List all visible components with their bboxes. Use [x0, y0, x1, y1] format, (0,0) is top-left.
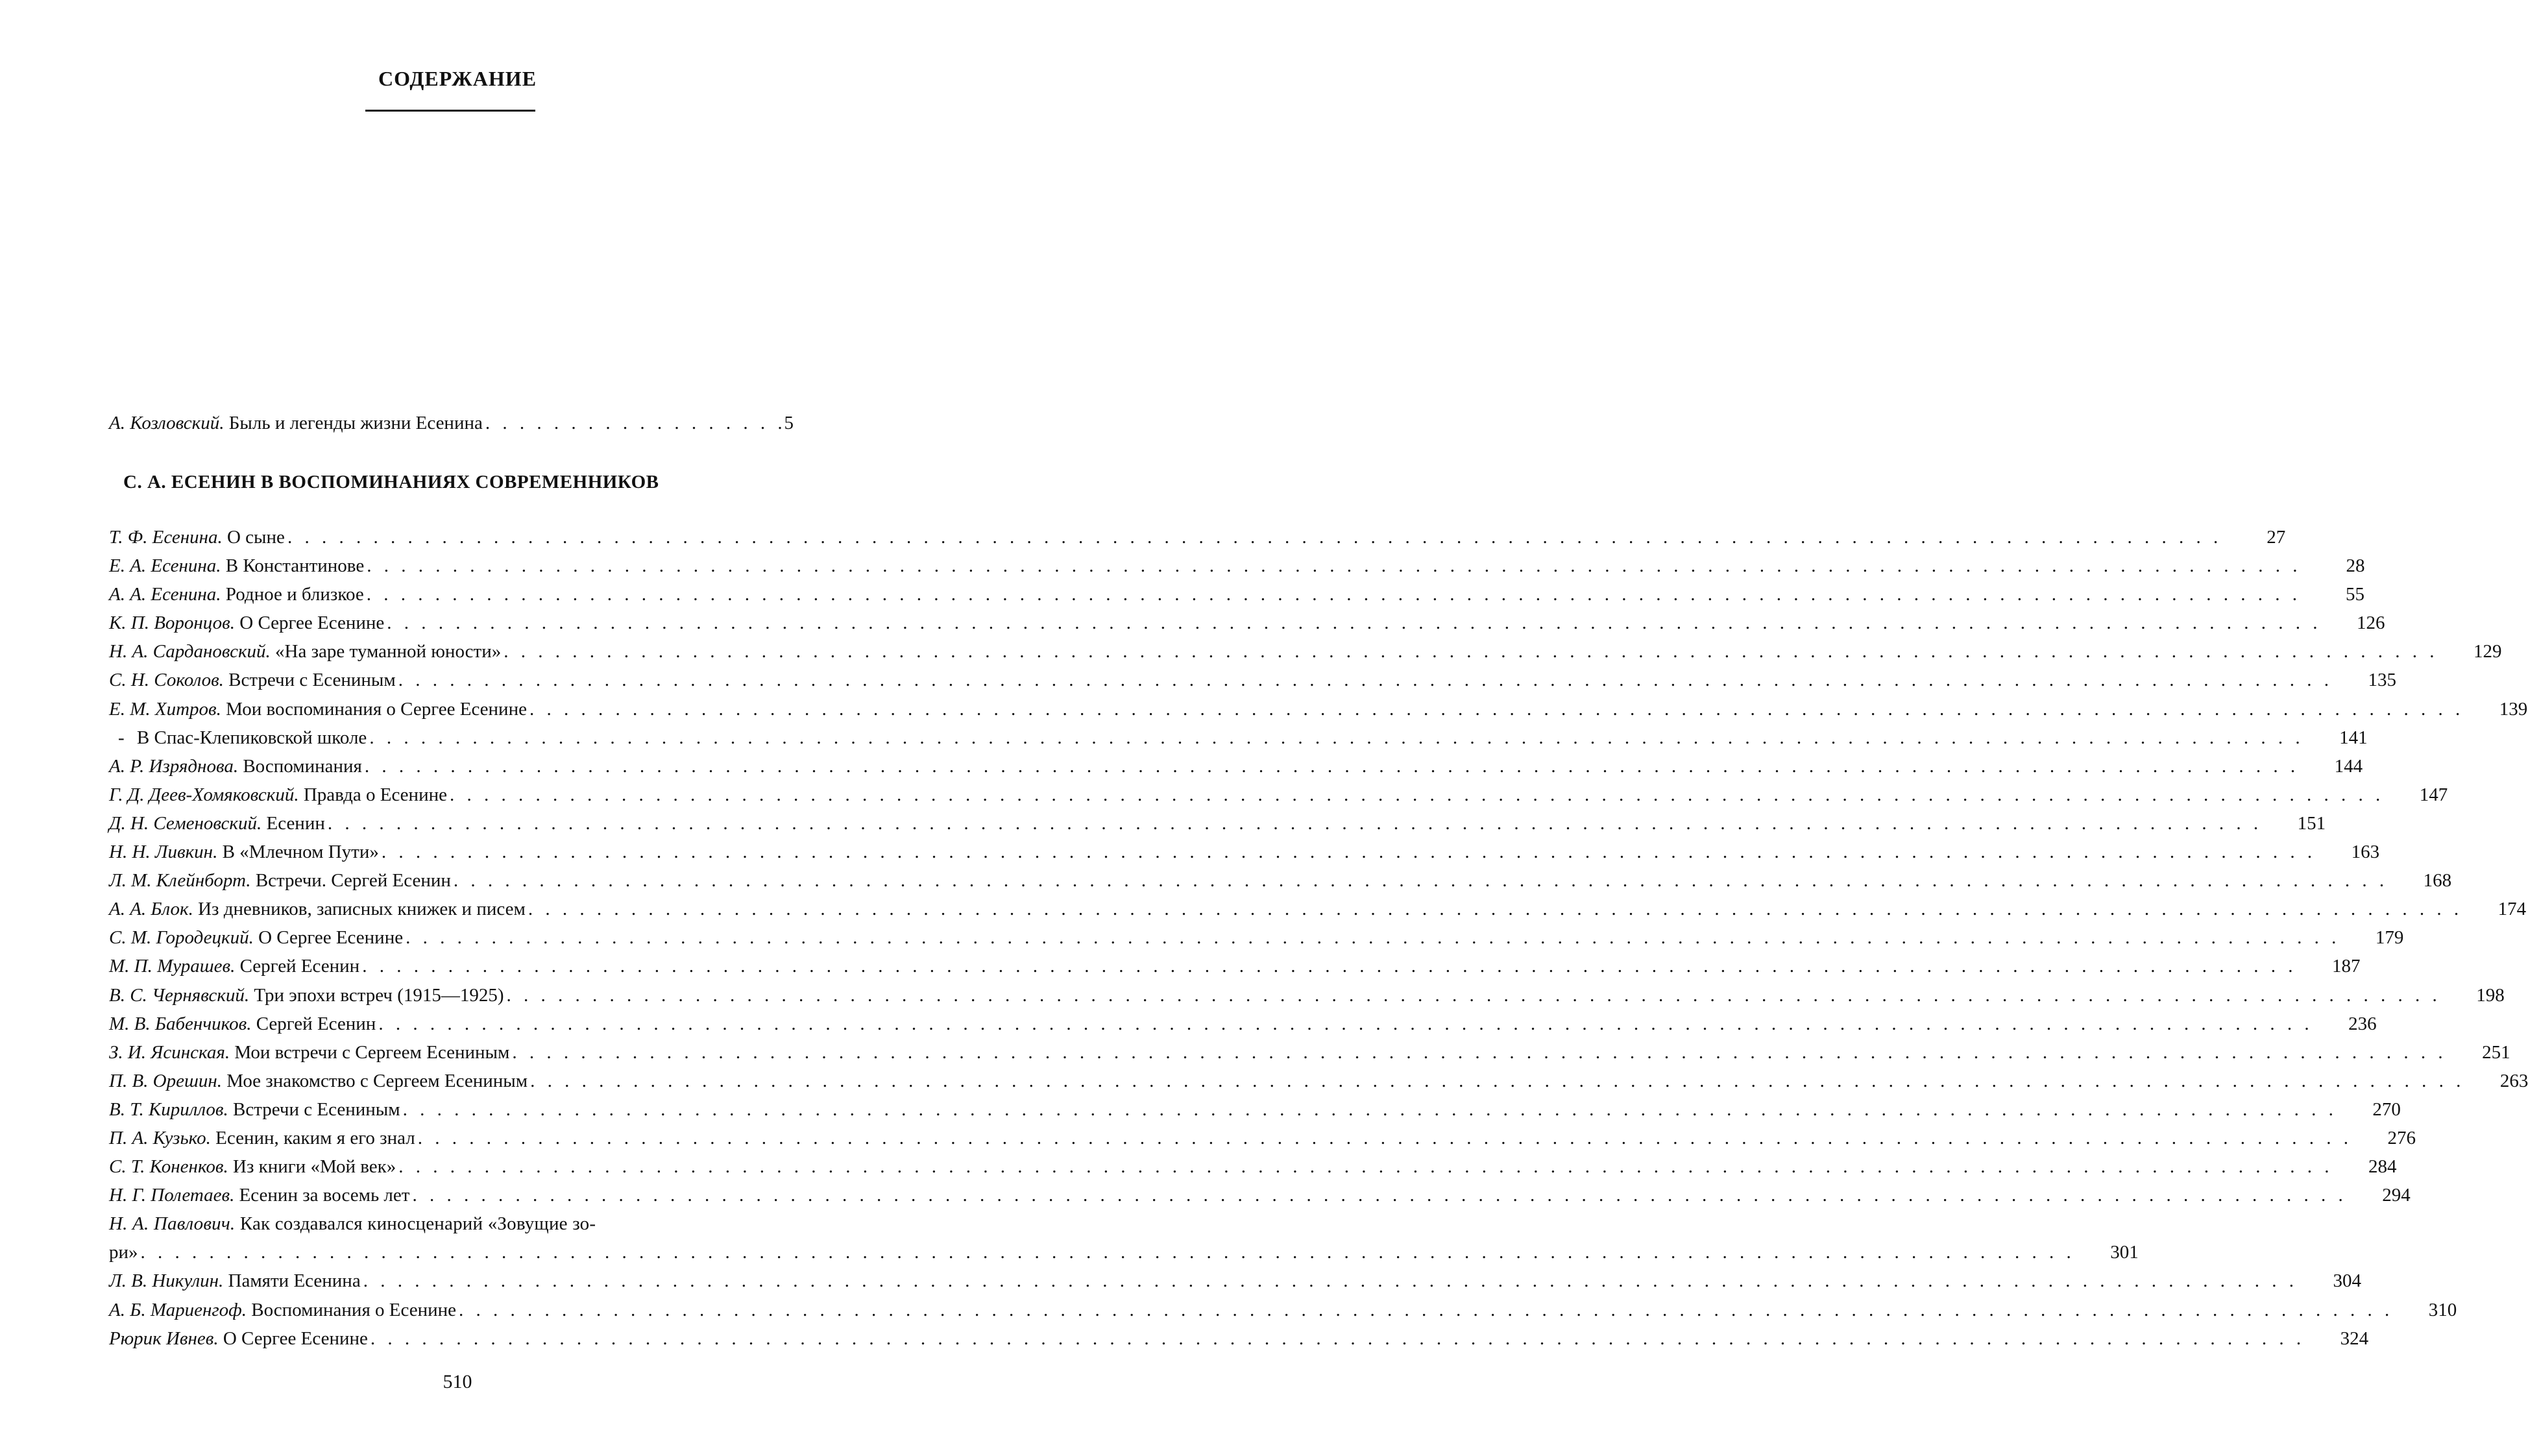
- entry-text: [109, 842, 379, 863]
- toc-entry[interactable]: [109, 1013, 2377, 1042]
- entry-author: К. П. Воронцов.: [109, 613, 235, 634]
- entry-page: 324: [2340, 1328, 2369, 1349]
- entry-title: Родное и близкое: [225, 584, 364, 605]
- entry-text: [109, 985, 504, 1006]
- entry-author: Рюрик Ивнев.: [109, 1328, 219, 1349]
- title-underline: [365, 110, 535, 112]
- entry-text: [109, 813, 325, 834]
- entry-page: 284: [2368, 1156, 2397, 1178]
- entry-title-line1: Как создавался киносценарий «Зовущие зо-: [239, 1213, 596, 1235]
- entry-page: 198: [2476, 984, 2505, 1006]
- toc-entry[interactable]: [109, 1041, 2510, 1071]
- entry-text: [109, 641, 501, 662]
- entry-text: [109, 1128, 415, 1149]
- entry-title: Мои воспоминания о Сергее Есенине: [226, 698, 527, 720]
- entry-author: Н. Н. Ливкин.: [109, 842, 218, 863]
- entry-author: А. Козловский.: [109, 413, 225, 433]
- entry-page: 144: [2334, 755, 2363, 777]
- dot-leader: [409, 1185, 2346, 1206]
- toc-entry[interactable]: [109, 1070, 2528, 1099]
- toc-entry[interactable]: [109, 613, 2385, 641]
- entry-author: Н. А. Павлович.: [109, 1213, 236, 1235]
- entry-page: 301: [2110, 1242, 2139, 1263]
- entry-title: Есенин: [266, 812, 325, 834]
- page-title: СОДЕРЖАНИЕ: [378, 67, 537, 90]
- entry-author: А. Б. Мариенгоф.: [109, 1299, 247, 1320]
- dot-leader: [447, 784, 2384, 806]
- entry-text: [109, 899, 526, 920]
- entry-author: П. А. Кузько.: [109, 1127, 211, 1148]
- toc-entry[interactable]: [109, 784, 2448, 813]
- toc-entry[interactable]: [109, 1127, 2416, 1156]
- entry-page: 270: [2372, 1098, 2401, 1120]
- entry-text: [109, 1013, 376, 1035]
- entry-text: [109, 727, 367, 749]
- entry-page: 304: [2333, 1270, 2361, 1292]
- toc-entry[interactable]: [109, 1299, 2457, 1328]
- toc-entry[interactable]: [109, 899, 2527, 927]
- entry-page: 263: [2499, 1070, 2528, 1091]
- entry-page: 236: [2348, 1013, 2377, 1034]
- dot-leader: [359, 956, 2296, 977]
- toc-entry[interactable]: [109, 812, 2326, 842]
- entry-title: О Сергее Есенине: [239, 613, 385, 634]
- entry-text: [109, 870, 451, 892]
- dot-leader: [396, 670, 2333, 691]
- dot-leader: [504, 985, 2441, 1006]
- dot-leader: [285, 527, 2222, 548]
- entry-title: Памяти Есенина: [228, 1270, 361, 1292]
- entry-text: [109, 956, 359, 977]
- dot-leader: [364, 555, 2301, 577]
- entry-title-line2: ри»: [109, 1242, 138, 1263]
- dot-leader: [527, 699, 2464, 720]
- entry-page: 141: [2339, 727, 2368, 748]
- entry-page: 135: [2368, 670, 2396, 691]
- dot-leader: [376, 1013, 2313, 1035]
- entry-page: 129: [2473, 641, 2502, 662]
- entry-text: [109, 1270, 361, 1292]
- entry-text: [109, 613, 384, 634]
- entry-page: 126: [2357, 613, 2385, 634]
- entry-page: 174: [2498, 899, 2527, 920]
- entry-page: 276: [2387, 1127, 2416, 1148]
- entry-author: Т. Ф. Есенина.: [109, 527, 223, 548]
- entry-title: Встречи с Есениным: [228, 670, 396, 691]
- dot-leader: [364, 584, 2301, 605]
- dot-leader: [415, 1128, 2352, 1149]
- dot-leader: [451, 870, 2388, 892]
- toc-entry[interactable]: [109, 584, 2364, 613]
- toc-entry[interactable]: [109, 527, 2286, 555]
- toc-entry-intro[interactable]: [109, 413, 794, 439]
- entry-page: 5: [784, 413, 794, 433]
- entry-text: [109, 784, 447, 806]
- entry-title: В Константинове: [225, 555, 365, 577]
- entry-author: М. В. Бабенчиков.: [109, 1013, 252, 1034]
- dot-leader: [379, 842, 2316, 863]
- entry-title: Воспоминания: [243, 755, 362, 777]
- entry-text: [109, 584, 364, 605]
- toc-entry[interactable]: [109, 670, 2396, 698]
- entry-title: Воспоминания о Есенине: [251, 1299, 457, 1320]
- entry-author: Н. А. Сардановский.: [109, 641, 271, 662]
- entry-text: [109, 527, 285, 548]
- entry-author: -: [118, 727, 125, 748]
- entry-page: 28: [2346, 555, 2365, 577]
- entry-title: Из дневников, записных книжек и писем: [198, 899, 526, 920]
- toc-entry[interactable]: [109, 641, 2502, 670]
- entry-title: Быль и легенды жизни Есенина: [228, 413, 483, 433]
- entry-page: 310: [2428, 1299, 2457, 1320]
- entry-page: 55: [2345, 584, 2364, 605]
- page-number: 510: [443, 1371, 472, 1392]
- entry-author: П. В. Орешин.: [109, 1070, 222, 1091]
- toc-entry[interactable]: [109, 927, 2404, 956]
- entry-text: [109, 699, 527, 720]
- entry-text: [109, 1156, 396, 1178]
- entry-page: 147: [2419, 784, 2448, 805]
- dot-leader: [400, 1099, 2337, 1121]
- entry-author: В. Т. Кириллов.: [109, 1098, 228, 1120]
- toc-entry[interactable]: [109, 1156, 2397, 1185]
- entry-author: М. П. Мурашев.: [109, 956, 236, 977]
- entry-author: Л. М. Клейнборт.: [109, 870, 251, 892]
- entry-title: Из книги «Мой век»: [233, 1156, 396, 1178]
- entry-page: 187: [2331, 956, 2361, 977]
- entry-title: Есенин, каким я его знал: [215, 1127, 415, 1148]
- section-heading: С. А. ЕСЕНИН В ВОСПОМИНАНИЯХ СОВРЕМЕННИКОВ: [123, 472, 659, 492]
- entry-title: Мое знакомство с Сергеем Есениным: [226, 1070, 528, 1091]
- entry-page: 163: [2351, 842, 2380, 863]
- entry-author: Л. В. Никулин.: [109, 1270, 224, 1292]
- entry-page: 168: [2423, 870, 2452, 892]
- toc-entry[interactable]: [109, 870, 2452, 899]
- toc-entry[interactable]: [109, 1213, 2139, 1270]
- entry-page: 294: [2382, 1185, 2411, 1206]
- entry-page: 251: [2482, 1041, 2510, 1063]
- toc-entry[interactable]: [109, 1328, 2369, 1357]
- entry-text: [109, 1042, 509, 1063]
- entry-author: А. А. Есенина.: [109, 584, 221, 605]
- entry-author: С. Н. Соколов.: [109, 670, 224, 691]
- dot-leader: [528, 1071, 2464, 1092]
- entry-text: [109, 1300, 456, 1321]
- entry-author: Е. А. Есенина.: [109, 555, 221, 577]
- entry-text: [109, 1328, 368, 1350]
- toc-entry[interactable]: [109, 956, 2361, 984]
- entry-author: В. С. Чернявский.: [109, 984, 250, 1006]
- entry-text: [109, 555, 364, 577]
- entry-page: 139: [2499, 698, 2528, 720]
- entry-text: [109, 1071, 528, 1092]
- entry-text: [109, 670, 396, 691]
- toc-entry[interactable]: [109, 1270, 2361, 1299]
- entry-title: Сергей Есенин: [239, 956, 360, 977]
- dot-leader: [325, 813, 2262, 834]
- dot-leader: [384, 613, 2321, 634]
- entry-title: О сыне: [226, 527, 285, 548]
- entry-title: В Спас-Клепиковской школе: [136, 727, 367, 748]
- dot-leader: [367, 727, 2303, 749]
- entry-title: Есенин за восемь лет: [239, 1185, 410, 1206]
- entry-title: Три эпохи встреч (1915—1925): [254, 984, 504, 1006]
- entry-author: З. И. Ясинская.: [109, 1041, 230, 1063]
- dot-leader: [456, 1300, 2393, 1321]
- dot-leader: [362, 756, 2299, 777]
- entry-title: Сергей Есенин: [256, 1013, 376, 1034]
- toc-entry[interactable]: [109, 1098, 2401, 1128]
- entry-text: [109, 1185, 409, 1206]
- entry-page: 27: [2267, 527, 2286, 548]
- dot-leader: [403, 927, 2340, 949]
- dot-leader: [368, 1328, 2305, 1350]
- toc-entry[interactable]: [109, 984, 2505, 1013]
- entry-author: А. А. Блок.: [109, 899, 193, 920]
- dot-leader: [361, 1270, 2298, 1292]
- dot-leader: [501, 641, 2438, 662]
- entry-title: Встречи с Есениным: [233, 1098, 400, 1120]
- dot-leader: [396, 1156, 2333, 1178]
- entry-title: О Сергее Есенине: [223, 1328, 368, 1349]
- entry-author: Н. Г. Полетаев.: [109, 1185, 235, 1206]
- dot-leader: [526, 899, 2462, 920]
- entry-author: Г. Д. Деев-Хомяковский.: [109, 784, 299, 805]
- entry-page: 179: [2375, 927, 2404, 949]
- toc-entry[interactable]: [109, 698, 2528, 727]
- entry-title: Встречи. Сергей Есенин: [255, 870, 451, 892]
- entry-author: Е. М. Хитров.: [109, 698, 221, 720]
- entry-text: [109, 756, 362, 777]
- dot-leader: [509, 1042, 2446, 1063]
- entry-author: С. М. Городецкий.: [109, 927, 254, 949]
- entry-text: [109, 1099, 400, 1121]
- entry-page: 151: [2297, 812, 2326, 834]
- entry-title: «На заре туманной юности»: [275, 641, 502, 662]
- entry-author: Д. Н. Семеновский.: [109, 812, 262, 834]
- toc-entry[interactable]: [109, 842, 2380, 870]
- entry-author: А. Р. Изряднова.: [109, 755, 239, 777]
- entry-title: О Сергее Есенине: [258, 927, 404, 949]
- entry-text: [109, 927, 403, 949]
- entry-title: В «Млечном Пути»: [222, 842, 379, 863]
- entry-title: Мои встречи с Сергеем Есениным: [234, 1041, 510, 1063]
- dot-leader: [138, 1242, 2075, 1263]
- toc-list: [109, 527, 2528, 1357]
- entry-author: С. Т. Коненков.: [109, 1156, 228, 1178]
- dot-leader: . . . . . . . . . . . . . . . . . .: [485, 413, 786, 433]
- toc-entry[interactable]: [109, 555, 2365, 584]
- toc-entry[interactable]: [109, 755, 2363, 784]
- toc-entry[interactable]: [109, 727, 2368, 756]
- entry-title: Правда о Есенине: [303, 784, 447, 805]
- toc-entry[interactable]: [109, 1185, 2411, 1213]
